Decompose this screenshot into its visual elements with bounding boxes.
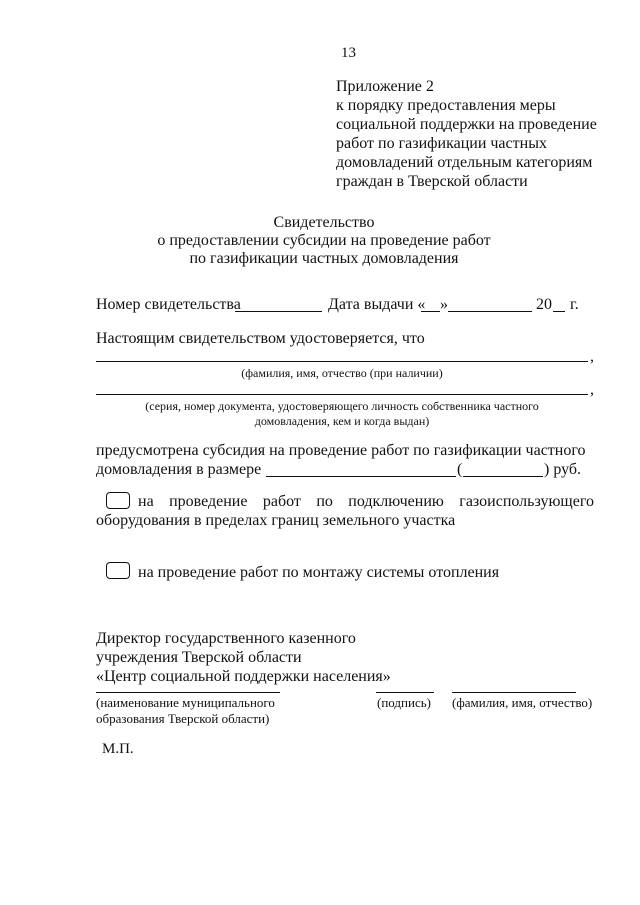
fio-field[interactable]	[96, 361, 588, 362]
option-word: по	[316, 493, 333, 510]
signature-caption: (подпись)	[377, 695, 431, 710]
stamp-place: М.П.	[102, 741, 134, 757]
option-gas-equipment-line	[138, 492, 594, 511]
subsidy-amount-field[interactable]	[266, 476, 456, 477]
subsidy-text: предусмотрена субсидия на проведение работ по газификации частного	[96, 442, 586, 459]
issue-day-field[interactable]	[421, 311, 440, 312]
document-caption: домовладения, кем и когда выдан)	[254, 414, 430, 428]
director-line: учреждения Тверской области	[96, 649, 302, 666]
issue-year-field[interactable]	[553, 311, 565, 312]
appendix-line: домовладений отдельным категориям	[336, 154, 593, 171]
signer-name-caption: (фамилия, имя, отчество)	[452, 695, 593, 710]
option-word: работ	[262, 493, 301, 510]
subsidy-currency: ) руб.	[544, 461, 582, 478]
subsidy-amount-words-field[interactable]	[463, 476, 543, 477]
subsidy-paren-open: (	[457, 461, 463, 478]
certifies-text: Настоящим свидетельством удостоверяется, что	[96, 330, 425, 347]
signature-field[interactable]	[376, 692, 434, 693]
appendix-line: граждан в Тверской области	[336, 173, 528, 190]
fio-comma: ,	[590, 348, 594, 365]
option-word: на	[138, 493, 154, 510]
organization-caption: образования Тверской области)	[96, 711, 270, 726]
issue-date-label: Дата выдачи «	[328, 296, 426, 313]
issue-month-field[interactable]	[448, 311, 532, 312]
director-line: Директор государственного казенного	[96, 630, 356, 647]
certificate-number-label: Номер свидетельства	[96, 296, 241, 313]
title-line: о предоставлении субсидии на проведение работ	[157, 232, 491, 249]
appendix-line: социальной поддержки на проведение	[336, 116, 597, 133]
organization-caption: (наименование муниципального	[96, 695, 275, 710]
appendix-line: к порядку предоставления меры	[336, 97, 556, 114]
issue-year-suffix: г.	[570, 296, 579, 313]
document-comma: ,	[590, 381, 594, 398]
signer-name-field[interactable]	[452, 692, 576, 693]
fio-caption: (фамилия, имя, отчество (при наличии)	[241, 366, 443, 380]
organization-field[interactable]	[96, 692, 280, 693]
title-line: по газификации частных домовладения	[189, 250, 459, 267]
option-word: проведение	[169, 493, 248, 510]
appendix-line: Приложение 2	[336, 78, 434, 95]
option-word: газоиспользующего	[459, 493, 594, 510]
option-heating-system-label: на проведение работ по монтажу системы отопления	[138, 564, 500, 581]
option-gas-equipment-line-2: оборудования в пределах границ земельного участка	[96, 512, 456, 529]
heating-system-checkbox[interactable]	[106, 562, 130, 579]
identity-document-field[interactable]	[96, 394, 588, 395]
title-line: Свидетельство	[273, 214, 375, 231]
director-line: «Центр социальной поддержки населения»	[96, 668, 391, 685]
subsidy-amount-label: домовладения в размере	[96, 461, 262, 478]
certificate-number-field[interactable]	[235, 311, 322, 312]
page-number: 13	[341, 45, 356, 61]
option-word: подключению	[348, 493, 444, 510]
gas-equipment-checkbox[interactable]	[106, 492, 130, 509]
document-caption: (серия, номер документа, удостоверяющего личность собственника частного	[145, 399, 539, 413]
appendix-line: работ по газификации частных	[336, 135, 547, 152]
issue-date-close: »	[440, 296, 448, 313]
issue-year-prefix: 20	[536, 296, 552, 313]
